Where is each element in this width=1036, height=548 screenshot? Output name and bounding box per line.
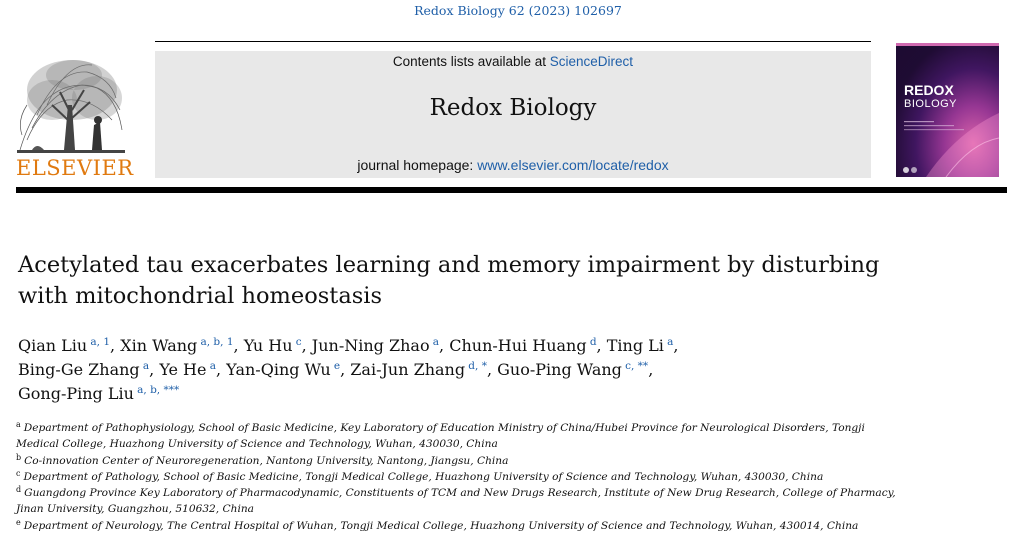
- author-affiliation-marker[interactable]: a: [667, 336, 674, 348]
- affiliation-item: $^c$ Department of Pathology, School of Basic Medicine, Tongji Medical College, Huazhong University of Science and Technology, Wuhan, 430030, China: [16, 468, 824, 483]
- author-name[interactable]: Ye He: [159, 360, 207, 379]
- author-affiliation-marker[interactable]: a, b, ***: [137, 384, 180, 396]
- journal-cover-image[interactable]: [896, 43, 999, 177]
- journal-homepage-link[interactable]: www.elsevier.com/locate/redox: [477, 157, 669, 173]
- author-name[interactable]: Zai-Jun Zhang: [350, 360, 466, 379]
- article-title-line2: with mitochondrial homeostasis: [18, 283, 383, 309]
- article-title: [18, 250, 918, 312]
- author-name[interactable]: Chun-Hui Huang: [449, 336, 587, 355]
- author-name[interactable]: Qian Liu: [18, 336, 88, 355]
- author-affiliation-marker[interactable]: a, b, 1: [200, 336, 234, 348]
- author-line-1: Qian Liu $^{a, 1}$, Xin Wang $^{a, b, 1}$, Yu Hu $^c$, Jun-Ning Zhao $^a$, Chun-Hui Huang $^d$, Ting Li $^a$,: [18, 336, 679, 355]
- author-affiliation-marker[interactable]: d, *: [468, 360, 487, 372]
- cover-title-line2: BIOLOGY: [904, 98, 958, 110]
- top-divider: [155, 41, 871, 42]
- author-name[interactable]: Yu Hu: [243, 336, 293, 355]
- elsevier-wordmark: ELSEVIER: [16, 156, 134, 180]
- author-name[interactable]: Guo-Ping Wang: [497, 360, 622, 379]
- author-name[interactable]: Gong-Ping Liu: [18, 384, 134, 403]
- header-divider-thick: [16, 187, 1007, 193]
- article-title-line1: Acetylated tau exacerbates learning and memory impairment by disturbing: [18, 252, 880, 278]
- homepage-prefix: journal homepage:: [357, 157, 474, 173]
- journal-citation[interactable]: Redox Biology 62 (2023) 102697: [414, 3, 622, 18]
- author-name[interactable]: Xin Wang: [120, 336, 198, 355]
- author-affiliation-marker[interactable]: a: [209, 360, 216, 372]
- affiliation-item: $^a$ Department of Pathophysiology, School of Basic Medicine, Key Laboratory of Education Ministry of China/Hubei Province for Neurological Disorders, Tongji Medical College, Huazhong University of Science and Technology, Wuhan, 430030, China: [16, 420, 865, 451]
- author-affiliation-marker[interactable]: d: [589, 336, 597, 348]
- affiliation-list: [16, 420, 896, 534]
- contents-prefix: Contents lists available at: [392, 54, 547, 69]
- affiliation-item: $^e$ Department of Neurology, The Central Hospital of Wuhan, Tongji Medical College, Huazhong University of Science and Technology, Wuhan, 430014, China: [16, 517, 859, 532]
- author-affiliation-marker[interactable]: a: [432, 336, 440, 348]
- author-name[interactable]: Ting Li: [606, 336, 664, 355]
- author-line-2: Bing-Ge Zhang $^a$, Ye He $^a$, Yan-Qing Wu $^e$, Zai-Jun Zhang $^{d, *}$, Guo-Ping Wang $^{c, **}$,: [18, 360, 654, 379]
- author-name[interactable]: Jun-Ning Zhao: [311, 336, 430, 355]
- affiliation-item: $^d$ Guangdong Province Key Laboratory of Pharmacodynamic, Constituents of TCM and New Drugs Research, Institute of New Drug Research, College of Pharmacy, Jinan University, Guangzhou, 510632, China: [16, 485, 896, 516]
- author-affiliation-marker[interactable]: c: [295, 336, 302, 348]
- sciencedirect-link[interactable]: ScienceDirect: [549, 54, 634, 69]
- contents-available-line: [155, 54, 871, 69]
- author-affiliation-marker[interactable]: a, 1: [90, 336, 111, 348]
- author-affiliation-marker[interactable]: c, **: [625, 360, 649, 372]
- author-affiliation-marker[interactable]: a: [142, 360, 150, 372]
- author-name[interactable]: Yan-Qing Wu: [226, 360, 331, 379]
- author-list: [18, 334, 918, 406]
- journal-homepage-line: [155, 157, 871, 173]
- author-affiliation-marker[interactable]: e: [333, 360, 341, 372]
- journal-title: Redox Biology: [429, 95, 597, 121]
- author-name[interactable]: Bing-Ge Zhang: [18, 360, 140, 379]
- cover-title-line1: REDOX: [904, 82, 954, 98]
- author-line-3: [18, 382, 918, 406]
- affiliation-item: $^b$ Co-innovation Center of Neuroregeneration, Nantong University, Nantong, Jiangsu, China: [16, 452, 509, 467]
- journal-header-box: [155, 51, 871, 178]
